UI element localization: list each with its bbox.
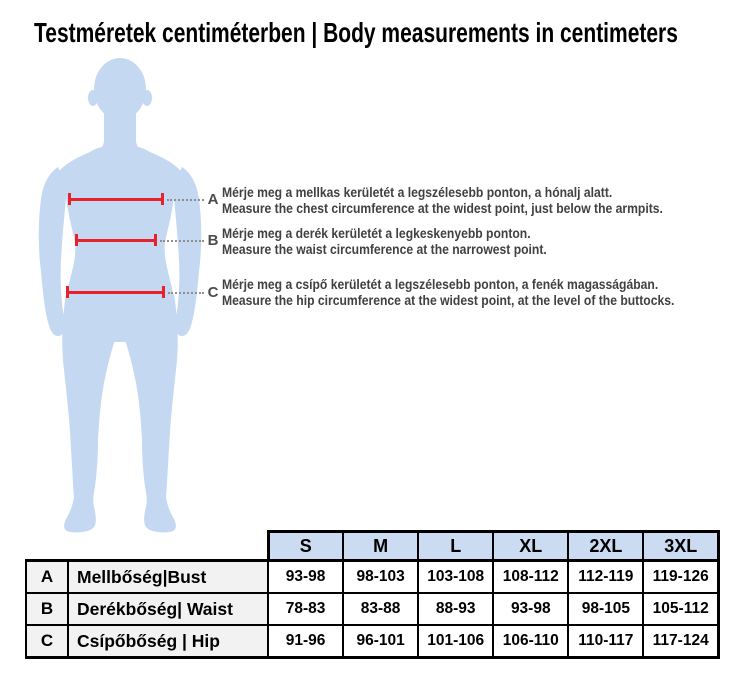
bust-value-2xl: 112-119 xyxy=(568,561,643,594)
chest-line-right-tick xyxy=(161,193,164,205)
waist-measure-line xyxy=(77,239,157,242)
hip-instruction-en: Measure the hip circumference at the widest point, at the level of the buttocks. xyxy=(222,292,675,308)
hip-instruction-hu: Mérje meg a csípő kerületét a legszélesebb ponton, a fenék magasságában. xyxy=(222,277,659,292)
waist-instruction-en: Measure the waist circumference at the narrowest point. xyxy=(222,241,547,257)
chest-instruction-en: Measure the chest circumference at the widest point, just below the armpits. xyxy=(222,200,663,216)
bust-value-xl: 108-112 xyxy=(493,561,568,594)
waist-line-right-tick xyxy=(154,234,157,246)
waist-instruction-hu: Mérje meg a derék kerületét a legkeskenyebb ponton. xyxy=(222,226,531,241)
arm-right-shape xyxy=(174,167,201,336)
chest-measure-line xyxy=(70,198,164,201)
waist-value-m: 83-88 xyxy=(343,593,418,625)
waist-value-3xl: 105-112 xyxy=(643,593,718,625)
ear-left-shape xyxy=(88,90,98,106)
leg-left-shape xyxy=(62,294,120,532)
table-row-hip xyxy=(26,625,719,658)
header-blank-cell xyxy=(68,532,268,561)
waist-leader-line xyxy=(160,240,204,242)
bust-value-s: 93-98 xyxy=(268,561,343,594)
table-row-waist xyxy=(26,593,719,625)
header-blank-cell xyxy=(26,532,68,561)
hip-line-left-tick xyxy=(66,286,69,298)
body-silhouette xyxy=(39,58,202,532)
body-silhouette-image xyxy=(28,56,212,536)
size-table xyxy=(25,530,720,659)
chest-instruction-hu: Mérje meg a mellkas kerületét a legszélesebb ponton, a hónalj alatt. xyxy=(222,185,613,200)
hip-value-m: 96-101 xyxy=(343,625,418,658)
chest-line-left-tick xyxy=(68,193,71,205)
bust-value-m: 98-103 xyxy=(343,561,418,594)
hip-value-2xl: 110-117 xyxy=(568,625,643,658)
chest-instructions xyxy=(222,185,663,216)
ear-right-shape xyxy=(142,90,152,106)
row-label: Derékbőség| Waist xyxy=(68,593,268,625)
size-column-header-m: M xyxy=(343,532,418,561)
page-title: Testméretek centiméterben | Body measurements in centimeters xyxy=(34,17,678,48)
hip-measure-line xyxy=(68,291,165,294)
row-letter: A xyxy=(26,561,68,594)
hip-letter-label: C xyxy=(207,284,219,301)
size-column-header-l: L xyxy=(418,532,493,561)
hip-line-right-tick xyxy=(162,286,165,298)
size-column-header-3xl: 3XL xyxy=(643,532,718,561)
bust-value-3xl: 119-126 xyxy=(643,561,718,594)
waist-value-xl: 93-98 xyxy=(493,593,568,625)
chest-leader-line xyxy=(167,199,204,201)
row-letter: B xyxy=(26,593,68,625)
waist-instructions xyxy=(222,226,547,257)
waist-value-s: 78-83 xyxy=(268,593,343,625)
size-column-header-2xl: 2XL xyxy=(568,532,643,561)
waist-line-left-tick xyxy=(75,234,78,246)
waist-value-l: 88-93 xyxy=(418,593,493,625)
leg-right-shape xyxy=(120,294,178,532)
hip-leader-line xyxy=(168,292,204,294)
hip-value-xl: 106-110 xyxy=(493,625,568,658)
arm-left-shape xyxy=(39,167,66,336)
size-column-header-s: S xyxy=(268,532,343,561)
waist-letter-label: B xyxy=(207,232,219,249)
size-column-header-xl: XL xyxy=(493,532,568,561)
hip-value-l: 101-106 xyxy=(418,625,493,658)
row-letter: C xyxy=(26,625,68,658)
table-row-bust xyxy=(26,561,719,594)
size-table-header-row xyxy=(26,532,719,561)
chest-letter-label: A xyxy=(207,191,219,208)
waist-value-2xl: 98-105 xyxy=(568,593,643,625)
row-label: Csípőbőség | Hip xyxy=(68,625,268,658)
hip-value-s: 91-96 xyxy=(268,625,343,658)
row-label: Mellbőség|Bust xyxy=(68,561,268,594)
bust-value-l: 103-108 xyxy=(418,561,493,594)
hip-value-3xl: 117-124 xyxy=(643,625,718,658)
hip-instructions xyxy=(222,277,674,308)
